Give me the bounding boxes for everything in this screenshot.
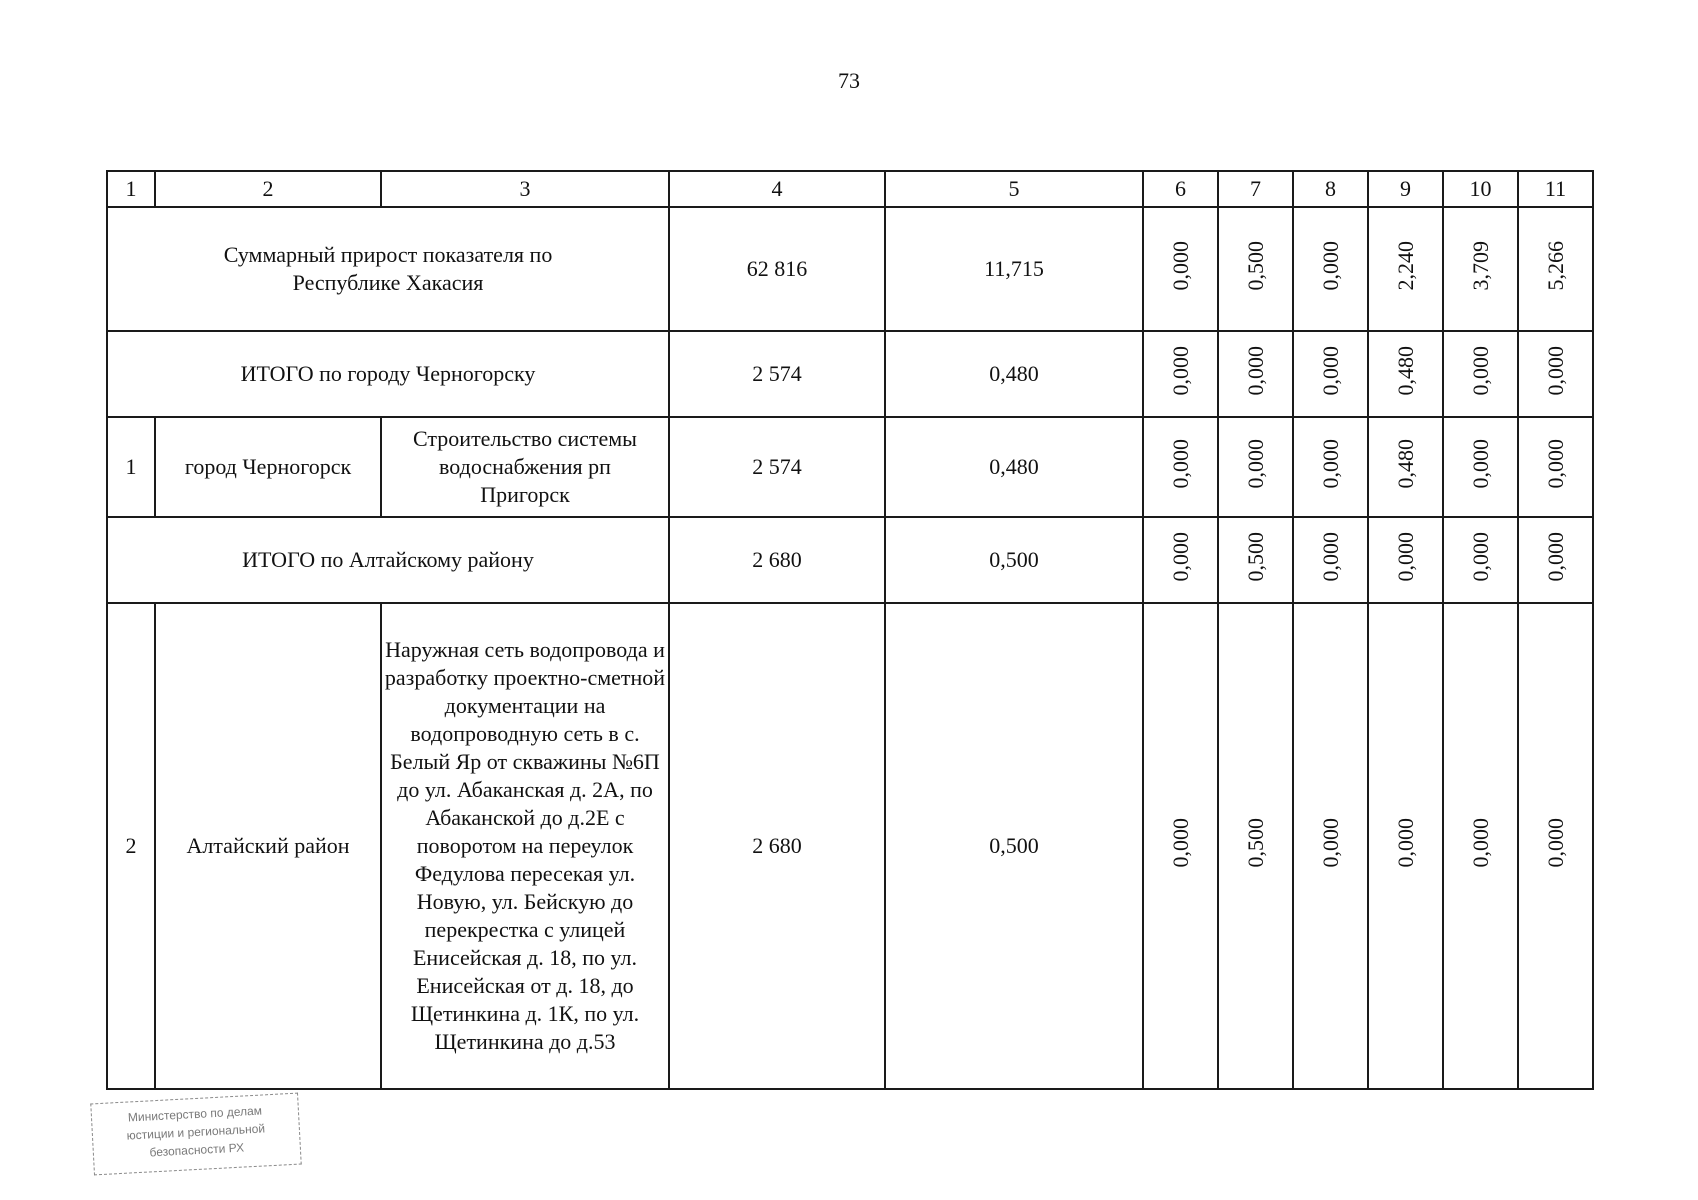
- header-cell: 7: [1218, 171, 1293, 207]
- altai-item-col10: [1443, 603, 1518, 1089]
- altai-total-col9: [1368, 517, 1443, 603]
- chernogorsk-total-col5: 0,480: [885, 331, 1143, 417]
- value-text: 0,000: [1542, 817, 1568, 868]
- header-cell: 3: [381, 171, 669, 207]
- chernogorsk-item-col5: 0,480: [885, 417, 1143, 517]
- chernogorsk-total-col4: 2 574: [669, 331, 885, 417]
- value-text: 0,480: [1392, 438, 1418, 489]
- table-row-total: [107, 207, 1593, 331]
- header-row: [107, 171, 1593, 207]
- row-number: 2: [107, 603, 155, 1089]
- project-description: Строительство системы водоснабжения рп Пригорск: [381, 417, 669, 517]
- table-row-altai-total: [107, 517, 1593, 603]
- chernogorsk-item-col11: [1518, 417, 1593, 517]
- value-text: 0,000: [1467, 531, 1493, 582]
- municipality-name: город Черногорск: [155, 417, 381, 517]
- total-col11: [1518, 207, 1593, 331]
- header-cell: 6: [1143, 171, 1218, 207]
- table-row-chernogorsk-item: [107, 417, 1593, 517]
- stamp-line: Министерство по делам: [127, 1103, 263, 1125]
- altai-item-col8: [1293, 603, 1368, 1089]
- chernogorsk-item-col6: [1143, 417, 1218, 517]
- value-text: 0,000: [1317, 531, 1343, 582]
- total-col6: [1143, 207, 1218, 331]
- header-cell: 4: [669, 171, 885, 207]
- stamp-line: безопасности РХ: [149, 1140, 245, 1160]
- value-text: 0,000: [1542, 438, 1568, 489]
- altai-item-col5: 0,500: [885, 603, 1143, 1089]
- value-text: 0,000: [1467, 345, 1493, 396]
- chernogorsk-item-col8: [1293, 417, 1368, 517]
- altai-total-col10: [1443, 517, 1518, 603]
- value-text: 0,500: [1242, 240, 1268, 291]
- total-label: Суммарный прирост показателя по Республике Хакасия: [107, 207, 669, 331]
- value-text: 0,000: [1167, 345, 1193, 396]
- altai-total-col5: 0,500: [885, 517, 1143, 603]
- value-text: 0,000: [1167, 240, 1193, 291]
- altai-item-col6: [1143, 603, 1218, 1089]
- total-col9: [1368, 207, 1443, 331]
- value-text: 0,000: [1317, 438, 1343, 489]
- value-text: 0,000: [1467, 438, 1493, 489]
- project-description: Наружная сеть водопровода и разработку проектно-сметной документации на водопроводную сеть в с. Белый Яр от скважины №6П до ул. Абаканская д. 2А, по Абаканской до д.2Е с поворотом на переулок Федулова пересекая ул. Новую, ул. Бейскую до перекрестка с улицей Енисейская д. 18, по ул. Енисейская от д. 18, до Щетинкина д. 1К, по ул. Щетинкина до д.53: [381, 603, 669, 1089]
- header-cell: 2: [155, 171, 381, 207]
- chernogorsk-total-col8: [1293, 331, 1368, 417]
- ministry-stamp: [90, 1093, 301, 1176]
- chernogorsk-item-col9: [1368, 417, 1443, 517]
- value-text: 0,000: [1317, 345, 1343, 396]
- total-col5: 11,715: [885, 207, 1143, 331]
- value-text: 0,000: [1317, 240, 1343, 291]
- chernogorsk-item-col4: 2 574: [669, 417, 885, 517]
- value-text: 2,240: [1392, 240, 1418, 291]
- header-cell: 8: [1293, 171, 1368, 207]
- altai-item-col11: [1518, 603, 1593, 1089]
- altai-total-col6: [1143, 517, 1218, 603]
- chernogorsk-item-col10: [1443, 417, 1518, 517]
- value-text: 0,000: [1242, 438, 1268, 489]
- altai-total-label: ИТОГО по Алтайскому району: [107, 517, 669, 603]
- value-text: 0,000: [1392, 817, 1418, 868]
- chernogorsk-total-col10: [1443, 331, 1518, 417]
- page-number: 73: [838, 68, 860, 93]
- value-text: 0,000: [1467, 817, 1493, 868]
- altai-item-col9: [1368, 603, 1443, 1089]
- total-col8: [1293, 207, 1368, 331]
- data-table: [106, 170, 1594, 1090]
- value-text: 0,000: [1542, 345, 1568, 396]
- chernogorsk-total-col9: [1368, 331, 1443, 417]
- total-col7: [1218, 207, 1293, 331]
- chernogorsk-item-col7: [1218, 417, 1293, 517]
- header-cell: 5: [885, 171, 1143, 207]
- value-text: 0,500: [1242, 817, 1268, 868]
- municipality-name: Алтайский район: [155, 603, 381, 1089]
- value-text: 3,709: [1467, 240, 1493, 291]
- chernogorsk-total-label: ИТОГО по городу Черногорску: [107, 331, 669, 417]
- value-text: 0,500: [1242, 531, 1268, 582]
- header-cell: 9: [1368, 171, 1443, 207]
- value-text: 0,000: [1167, 531, 1193, 582]
- value-text: 0,000: [1392, 531, 1418, 582]
- header-cell: 10: [1443, 171, 1518, 207]
- value-text: 0,000: [1167, 817, 1193, 868]
- altai-item-col4: 2 680: [669, 603, 885, 1089]
- value-text: 0,000: [1317, 817, 1343, 868]
- value-text: 0,000: [1542, 531, 1568, 582]
- chernogorsk-total-col11: [1518, 331, 1593, 417]
- header-cell: 1: [107, 171, 155, 207]
- altai-total-col8: [1293, 517, 1368, 603]
- value-text: 0,000: [1242, 345, 1268, 396]
- value-text: 5,266: [1542, 240, 1568, 291]
- altai-total-col11: [1518, 517, 1593, 603]
- stamp-line: юстиции и региональной: [126, 1121, 266, 1143]
- table-row-chernogorsk-total: [107, 331, 1593, 417]
- total-col4: 62 816: [669, 207, 885, 331]
- altai-item-col7: [1218, 603, 1293, 1089]
- value-text: 0,480: [1392, 345, 1418, 396]
- total-col10: [1443, 207, 1518, 331]
- header-cell: 11: [1518, 171, 1593, 207]
- altai-total-col7: [1218, 517, 1293, 603]
- value-text: 0,000: [1167, 438, 1193, 489]
- altai-total-col4: 2 680: [669, 517, 885, 603]
- row-number: 1: [107, 417, 155, 517]
- chernogorsk-total-col7: [1218, 331, 1293, 417]
- table-row-altai-item: [107, 603, 1593, 1089]
- chernogorsk-total-col6: [1143, 331, 1218, 417]
